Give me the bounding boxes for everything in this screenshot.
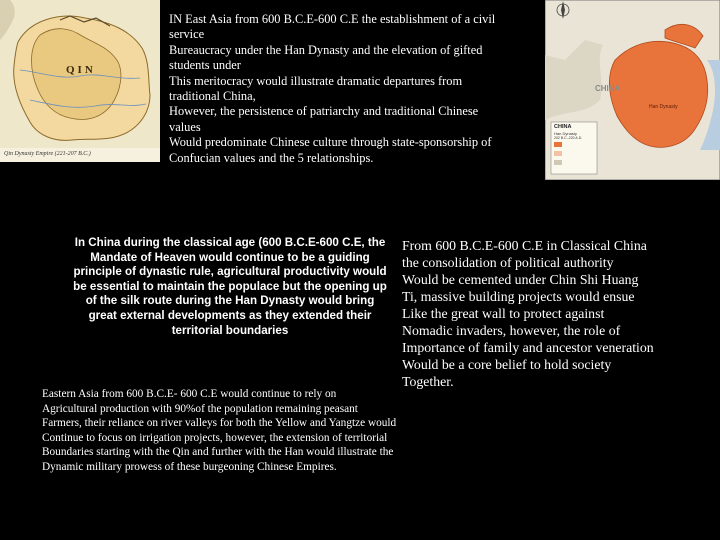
text-line: Like the great wall to protect against — [402, 306, 605, 321]
text-line: IN East Asia from 600 B.C.E-600 C.E the establishment of a civil service — [169, 12, 496, 42]
han-map-region-label: Han Dynasty — [649, 104, 678, 110]
text-line: Dynamic military prowess of these burgeoning Chinese Empires. — [42, 460, 337, 473]
text-line: Continue to focus on irrigation projects, however, the extension of territorial — [42, 431, 388, 444]
han-dynasty-map — [545, 0, 720, 180]
text-line: Farmers, their reliance on river valleys for both the Yellow and Yangtze would — [42, 417, 397, 429]
text-line: Agricultural production with 90%of the population remaining peasant — [42, 402, 358, 415]
text-line: However, the persistence of patriarchy and traditional Chinese values — [169, 104, 479, 134]
political-authority-paragraph — [402, 237, 677, 390]
text-line: Eastern Asia from 600 B.C.E- 600 C.E would continue to rely on — [42, 388, 337, 400]
text-line: the consolidation of political authority — [402, 255, 614, 270]
text-line: This meritocracy would illustrate dramatic departures from traditional China, — [169, 73, 463, 104]
civil-service-paragraph — [169, 12, 499, 166]
text-line: Would predominate Chinese culture through state-sponsorship of Confucian values and the 5 relationships. — [169, 135, 492, 165]
qin-dynasty-map — [0, 0, 160, 162]
han-map-country-label: CHINA — [595, 84, 621, 93]
text-line: Importance of family and ancestor veneration — [402, 340, 654, 355]
text-line: Would be cemented under Chin Shi Huang — [402, 272, 639, 287]
text-line: Would be a core belief to hold society — [402, 357, 612, 372]
han-legend-date: 202 B.C.-220 A.D. — [554, 136, 583, 140]
text-line: Bureaucracy under the Han Dynasty and the elevation of gifted students under — [169, 42, 483, 73]
text-line: Boundaries starting with the Qin and further with the Han would illustrate the — [42, 446, 394, 458]
han-map-graphic — [545, 0, 720, 180]
text-line: Nomadic invaders, however, the role of — [402, 323, 621, 338]
qin-map-graphic — [0, 0, 160, 162]
agriculture-paragraph — [42, 387, 437, 474]
text-line: Ti, massive building projects would ensue — [402, 289, 635, 304]
han-legend-title: CHINA — [554, 124, 572, 130]
text-line: From 600 B.C.E-600 C.E in Classical China — [402, 238, 647, 253]
text-line: Together. — [402, 374, 454, 389]
mandate-of-heaven-paragraph: In China during the classical age (600 B.C.E-600 C.E, the Mandate of Heaven would continue to be a guiding principle of dynastic rule, agricultural productivity would be essential to maintain the populace but the opening up of the silk route during the Han Dynasty would bring great external developments as they extended their territorial boundaries — [73, 236, 387, 337]
qin-map-caption: Qin Dynasty Empire (221-207 B.C.) — [4, 151, 91, 157]
qin-map-label: QIN — [66, 64, 96, 76]
han-legend-subtitle: Han Dynasty — [554, 131, 577, 136]
